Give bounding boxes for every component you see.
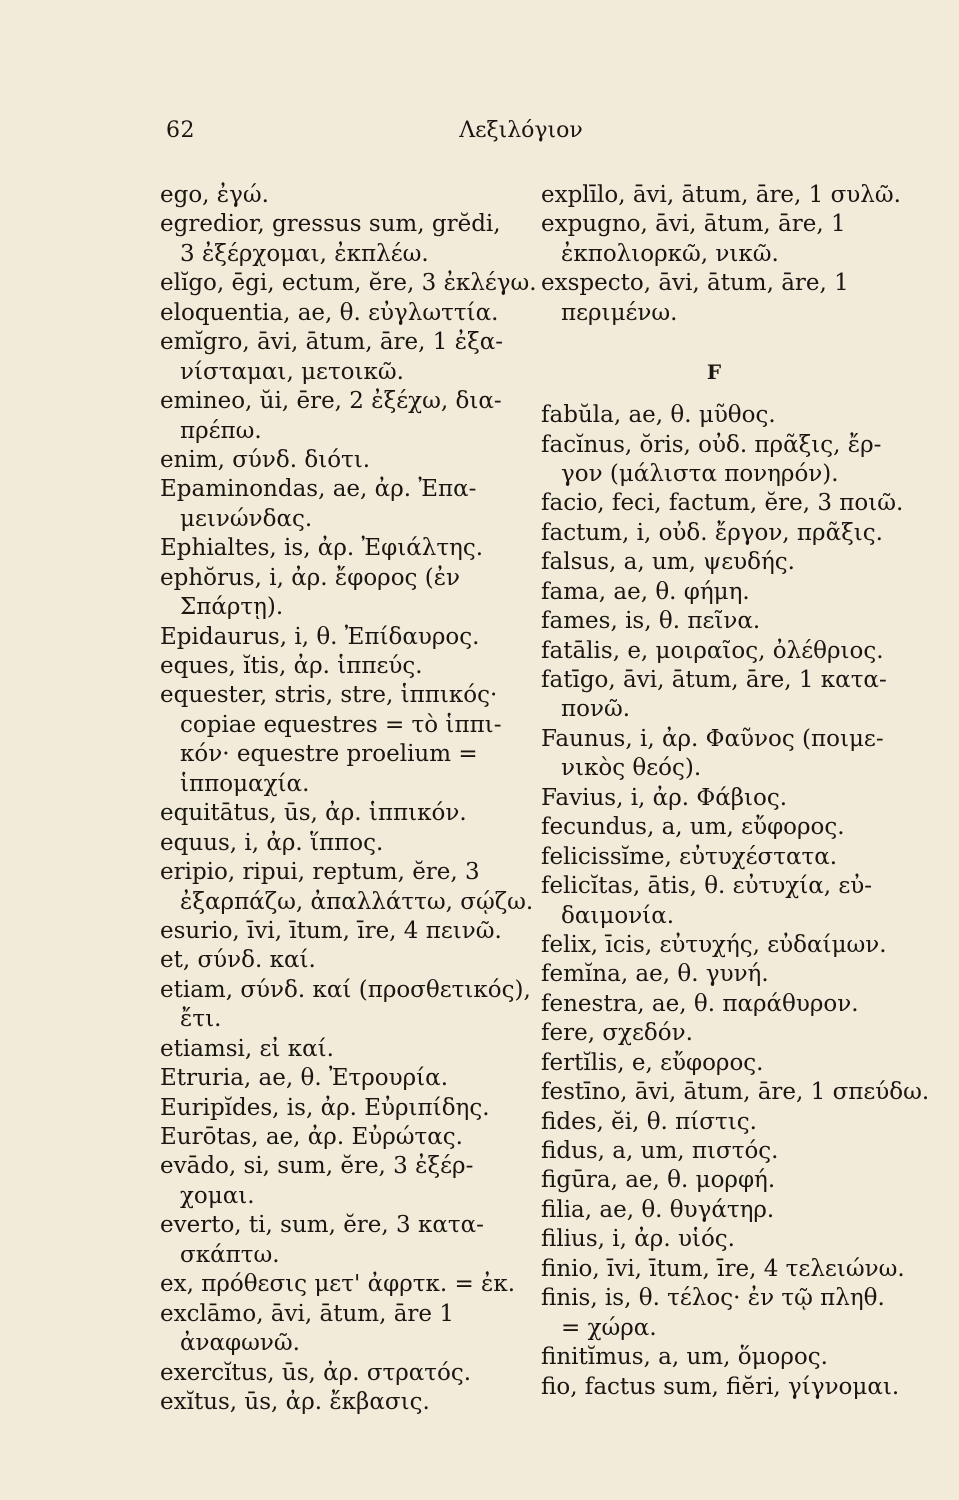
entry-line: esurio, īvi, ītum, īre, 4 πεινῶ. — [160, 917, 502, 944]
entry-line: fatīgo, āvi, ātum, āre, 1 κατα- — [541, 667, 887, 693]
right-column-top-entries — [541, 181, 911, 328]
entry-line: facio, feci, factum, ĕre, 3 ποιῶ. — [541, 490, 904, 517]
entry-line: fertĭlis, e, εὔφορος. — [541, 1049, 764, 1076]
entry-line: etiamsi, εἰ καί. — [160, 1035, 334, 1062]
entry-line: eripio, ripui, reptum, ĕre, 3 — [160, 859, 480, 886]
entry-line: factum, i, οὐδ. ἔργον, πρᾶξις. — [541, 519, 883, 546]
section-gap — [541, 387, 911, 401]
running-title: Λεξιλόγιον — [459, 118, 583, 143]
entry-line: Favius, i, ἀρ. Φάβιος. — [541, 784, 788, 811]
entry-line: Faunus, i, ἀρ. Φαῦνος (ποιμε- — [541, 725, 884, 752]
entry-line: finis, is, θ. τέλος· ἐν τῷ πληθ. — [541, 1285, 885, 1312]
entry-line: finitĭmus, a, um, ὅμορος. — [541, 1344, 828, 1371]
entry-line: filia, ae, θ. θυγάτηρ. — [541, 1196, 775, 1223]
entry-line: everto, ti, sum, ĕre, 3 κατα- — [160, 1212, 484, 1239]
entry-line: enim, σύνδ. διότι. — [160, 446, 371, 473]
entry-line: ephŏrus, i, ἀρ. ἔφορος (ἐν — [160, 564, 461, 591]
page-number: 62 — [166, 118, 195, 143]
entry-line: exercĭtus, ūs, ἀρ. στρατός. — [160, 1359, 472, 1386]
right-column — [541, 181, 930, 1402]
entry-line: eques, ĭtis, ἀρ. ἱππεύς. — [160, 653, 423, 679]
entry-line: finio, īvi, ītum, īre, 4 τελειώνω. — [541, 1255, 905, 1282]
entry-line: Ephialtes, is, ἀρ. Ἐφιάλτης. — [160, 535, 484, 562]
entry-continuation-line: copiae equestres = τὸ ἱππι- — [180, 711, 502, 738]
entry-line: ego, ἐγώ. — [160, 182, 269, 208]
entry-continuation-line: περιμένω. — [561, 299, 678, 326]
entry-line: Epidaurus, i, θ. Ἐπίδαυρος. — [160, 623, 480, 650]
entry-line: fama, ae, θ. φήμη. — [541, 578, 750, 605]
entry-continuation-line: 3 ἐξέρχομαι, ἐκπλέω. — [180, 240, 429, 267]
entry-continuation-line: = χώρα. — [561, 1314, 657, 1341]
entry-line: felicissĭme, εὐτυχέστατα. — [541, 843, 838, 870]
entry-line: etiam, σύνδ. καί (προσθετικός), — [160, 976, 531, 1003]
right-column-bottom-entries — [541, 401, 930, 1402]
entry-line: Etruria, ae, θ. Ἐτρουρία. — [160, 1065, 449, 1092]
entry-line: exĭtus, ūs, ἀρ. ἔκβασις. — [160, 1388, 430, 1415]
entry-line: falsus, a, um, ψευδής. — [541, 549, 795, 576]
entry-continuation-line: ἐκπολιορκῶ, νικῶ. — [561, 240, 779, 267]
entry-line: ex, πρόθεσις μετ' ἀφρτκ. = ἐκ. — [160, 1271, 516, 1298]
entry-continuation-line: νικὸς θεός). — [561, 755, 702, 782]
entry-line: Euripĭdes, is, ἀρ. Εὐριπίδης. — [160, 1094, 490, 1121]
entry-line: felix, īcis, εὐτυχής, εὐδαίμων. — [541, 931, 887, 958]
entry-line: exclāmo, āvi, ātum, āre 1 — [160, 1300, 454, 1327]
entry-line: fabŭla, ae, θ. μῦθος. — [541, 402, 776, 429]
entry-line: festīno, āvi, ātum, āre, 1 σπεύδω. — [541, 1079, 930, 1106]
entry-line: Epaminondas, ae, ἀρ. Ἐπα- — [160, 476, 477, 503]
entry-continuation-line: σκάπτω. — [180, 1241, 280, 1268]
entry-continuation-line: ἱππομαχία. — [180, 770, 310, 797]
entry-continuation-line: δαιμονία. — [561, 902, 675, 929]
entry-continuation-line: Σπάρτῃ). — [180, 594, 284, 621]
entry-continuation-line: κόν· equestre proelium = — [180, 741, 478, 768]
entry-line: fenestra, ae, θ. παράθυρον. — [541, 990, 859, 1017]
entry-line: emĭgro, āvi, ātum, āre, 1 ἐξα- — [160, 329, 504, 356]
entry-line: filius, i, ἀρ. υἱός. — [541, 1226, 735, 1253]
entry-line: Eurōtas, ae, ἀρ. Εὐρώτας. — [160, 1124, 463, 1150]
entry-line: fames, is, θ. πεῖνα. — [541, 608, 761, 635]
entry-line: femĭna, ae, θ. γυνή. — [541, 961, 769, 988]
section-spacer — [541, 328, 911, 357]
entry-line: facĭnus, ŏris, οὐδ. πρᾶξις, ἔρ- — [541, 431, 882, 458]
entry-line: expugno, āvi, ātum, āre, 1 — [541, 211, 846, 238]
entry-line: equitātus, ūs, ἀρ. ἱππικόν. — [160, 800, 467, 827]
entry-line: elĭgo, ēgi, ectum, ĕre, 3 ἐκλέγω. — [160, 270, 537, 297]
section-letter: F — [706, 359, 722, 384]
page-header — [166, 118, 866, 148]
entry-continuation-line: πονῶ. — [561, 696, 631, 723]
entry-continuation-line: πρέπω. — [180, 417, 262, 444]
entry-line: equester, stris, stre, ἱππικός· — [160, 682, 498, 709]
entry-continuation-line: χομαι. — [180, 1182, 255, 1209]
entry-line: eloquentia, ae, θ. εὐγλωττία. — [160, 299, 499, 326]
entry-line: fere, σχεδόν. — [541, 1020, 693, 1047]
entry-line: emineo, ŭi, ēre, 2 ἐξέχω, δια- — [160, 388, 502, 415]
entry-continuation-line: ἀναφωνῶ. — [180, 1330, 300, 1357]
entry-line: fio, factus sum, fiĕri, γίγνομαι. — [541, 1373, 900, 1400]
entry-continuation-line: νίσταμαι, μετοικῶ. — [180, 358, 404, 385]
entry-line: fidus, a, um, πιστός. — [541, 1138, 779, 1164]
entry-continuation-line: ἔτι. — [180, 1006, 222, 1033]
entry-line: et, σύνδ. καί. — [160, 947, 316, 974]
entry-continuation-line: γον (μάλιστα πονηρόν). — [561, 460, 839, 487]
entry-line: fecundus, a, um, εὔφορος. — [541, 814, 845, 841]
left-column — [160, 181, 537, 1417]
entry-line: exspecto, āvi, ātum, āre, 1 — [541, 270, 849, 297]
entry-line: figūra, ae, θ. μορφή. — [541, 1167, 776, 1194]
entry-line: fides, ĕi, θ. πίστις. — [541, 1108, 757, 1135]
entry-line: equus, i, ἀρ. ἵππος. — [160, 829, 384, 856]
entry-line: egredior, gressus sum, grĕdi, — [160, 211, 501, 238]
entry-continuation-line: μεινώνδας. — [180, 505, 313, 532]
entry-line: explīlo, āvi, ātum, āre, 1 συλῶ. — [541, 182, 901, 208]
entry-line: fatālis, e, μοιραῖος, ὀλέθριος. — [541, 637, 884, 664]
entry-line: felicĭtas, ātis, θ. εὐτυχία, εὐ- — [541, 873, 873, 900]
entry-line: evādo, si, sum, ĕre, 3 ἐξέρ- — [160, 1153, 474, 1180]
entry-continuation-line: ἐξαρπάζω, ἀπαλλάττω, σῴζω. — [180, 888, 534, 915]
